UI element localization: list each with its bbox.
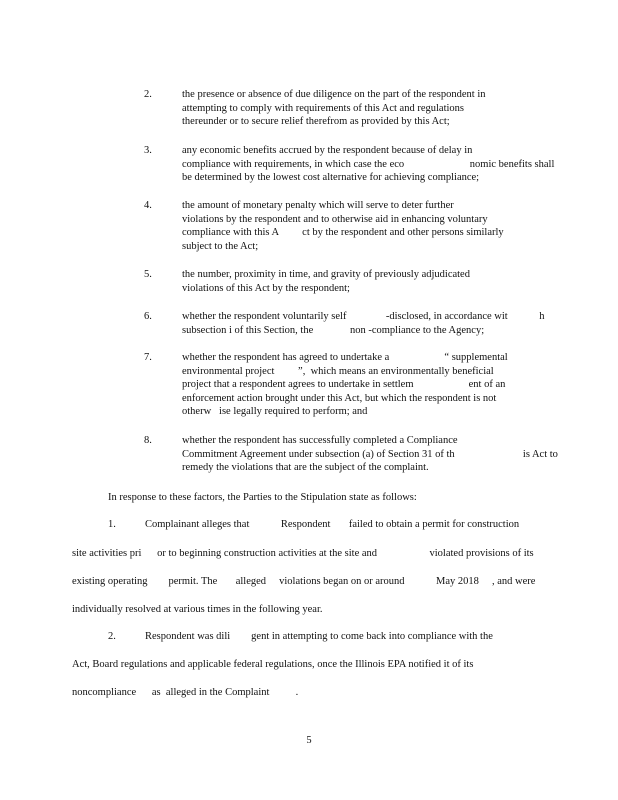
text-line: environmental project ”, which means an environmentally beneficial — [182, 365, 494, 377]
item-number: 4. — [144, 200, 152, 211]
item-number: 7. — [144, 352, 152, 363]
text-line: be determined by the lowest cost alternative for achieving compliance; — [182, 172, 480, 183]
intro-paragraph: In response to these factors, the Parties to the Stipulation state as follows: — [108, 492, 417, 503]
para1-line: existing operating permit. The alleged violations began on or around May 2018 , and were — [72, 576, 536, 587]
para2-line: Act, Board regulations and applicable federal regulations, once the Illinois EPA notified it of its — [72, 659, 474, 670]
text-line: attempting to comply with requirements of this Act and regulations — [182, 102, 464, 114]
item-text — [182, 310, 545, 337]
item-number: 5. — [144, 269, 152, 280]
item-text — [182, 144, 555, 185]
text-line: subsection i of this Section, the non -compliance to the Agency; — [182, 324, 485, 336]
text-line: the number, proximity in time, and gravity of previously adjudicated — [182, 269, 470, 280]
item-number: 2. — [144, 89, 152, 100]
text-line: project that a respondent agrees to undertake in settlem ent of an — [182, 379, 506, 390]
item-text — [182, 199, 532, 253]
text-line: compliance with requirements, in which case the eco nomic benefits shall — [182, 158, 555, 170]
item-text — [182, 434, 558, 475]
page-number: 5 — [306, 735, 312, 746]
text-line: any economic benefits accrued by the respondent because of delay in — [182, 145, 473, 156]
para1-number: 1. — [108, 519, 116, 530]
para1-line: site activities pri or to beginning construction activities at the site and violated provisions of its — [72, 548, 534, 559]
item-number: 8. — [144, 435, 152, 446]
text-line: the presence or absence of due diligence on the part of the respondent in — [182, 89, 486, 100]
text-line: enforcement action brought under this Act, but which the respondent is not — [182, 392, 497, 404]
para1-line: individually resolved at various times in the following year. — [72, 604, 323, 615]
text-line: whether the respondent has agreed to undertake a “ supplemental — [182, 352, 508, 363]
text-line: Commitment Agreement under subsection (a) of Section 31 of th is Act to — [182, 448, 558, 460]
item-text — [182, 88, 532, 129]
text-line: subject to the Act; — [182, 240, 259, 252]
text-line: the amount of monetary penalty which will serve to deter further — [182, 200, 454, 211]
text-line: violations of this Act by the respondent; — [182, 282, 350, 294]
item-text — [182, 351, 532, 419]
text-line: whether the respondent voluntarily self -disclosed, in accordance wit h — [182, 311, 545, 322]
item-number: 3. — [144, 145, 152, 156]
para1-line: Complainant alleges that Respondent failed to obtain a permit for construction — [145, 519, 520, 530]
text-line: remedy the violations that are the subject of the complaint. — [182, 462, 429, 473]
para2-line: noncompliance as alleged in the Complaint . — [72, 687, 299, 698]
text-line: thereunder or to secure relief therefrom as provided by this Act; — [182, 116, 450, 127]
text-line: compliance with this A ct by the respondent and other persons similarly — [182, 227, 504, 238]
text-line: whether the respondent has successfully completed a Compliance — [182, 435, 458, 446]
item-text — [182, 268, 532, 295]
text-line: otherw ise legally required to perform; and — [182, 406, 368, 417]
para2-number: 2. — [108, 631, 116, 642]
item-number: 6. — [144, 311, 152, 322]
text-line: violations by the respondent and to otherwise aid in enhancing voluntary — [182, 213, 488, 225]
para2-line: Respondent was dili gent in attempting to come back into compliance with the — [145, 631, 493, 642]
